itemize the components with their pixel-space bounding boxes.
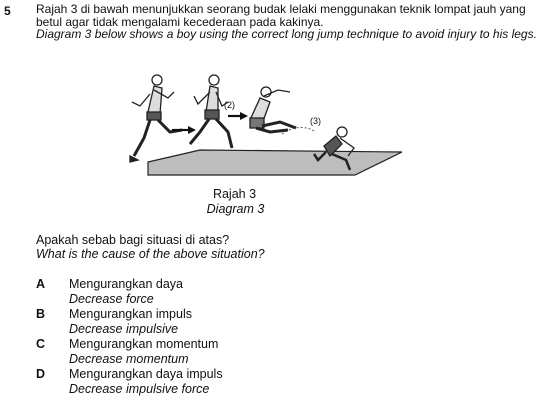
caption-malay: Rajah 3	[212, 187, 257, 201]
label-2: (2)	[224, 100, 235, 110]
option-text-english: Decrease impulsive force	[69, 382, 210, 396]
diagram-caption	[0, 187, 545, 217]
option-text-english: Decrease momentum	[69, 352, 189, 366]
question-prompt	[36, 233, 265, 261]
option-text-malay: Mengurangkan impuls	[69, 307, 192, 321]
jumper-in-flight	[250, 87, 296, 132]
option-letter: B	[36, 307, 46, 321]
sand-pit	[148, 150, 402, 175]
option-letter: C	[36, 337, 46, 351]
prompt-english: What is the cause of the above situation?	[36, 247, 265, 261]
option-text-malay: Mengurangkan momentum	[69, 337, 219, 351]
stem-malay: Rajah 3 di bawah menunjukkan seorang budak lelaki menggunakan teknik lompat jauh yang betul agar tidak mengalami kecederaan pada kakinya.	[36, 2, 526, 29]
option-text-malay: Mengurangkan daya	[69, 277, 183, 291]
question-stem	[36, 3, 541, 41]
prompt-malay: Apakah sebab bagi situasi di atas?	[36, 233, 230, 247]
trajectory-arc	[282, 127, 316, 134]
stem-english: Diagram 3 below shows a boy using the correct long jump technique to avoid injury to his legs.	[36, 27, 537, 41]
caption-english: Diagram 3	[206, 202, 265, 216]
option-text-malay: Mengurangkan daya impuls	[69, 367, 223, 381]
runner-figure-1	[130, 75, 182, 162]
option-letter: A	[36, 277, 46, 291]
long-jump-diagram	[110, 72, 415, 182]
label-3: (3)	[310, 116, 321, 126]
runner-figure-2	[190, 75, 232, 148]
question-number: 5	[4, 4, 11, 18]
option-letter: D	[36, 367, 46, 381]
option-text-english: Decrease impulsive	[69, 322, 179, 336]
option-text-english: Decrease force	[69, 292, 154, 306]
